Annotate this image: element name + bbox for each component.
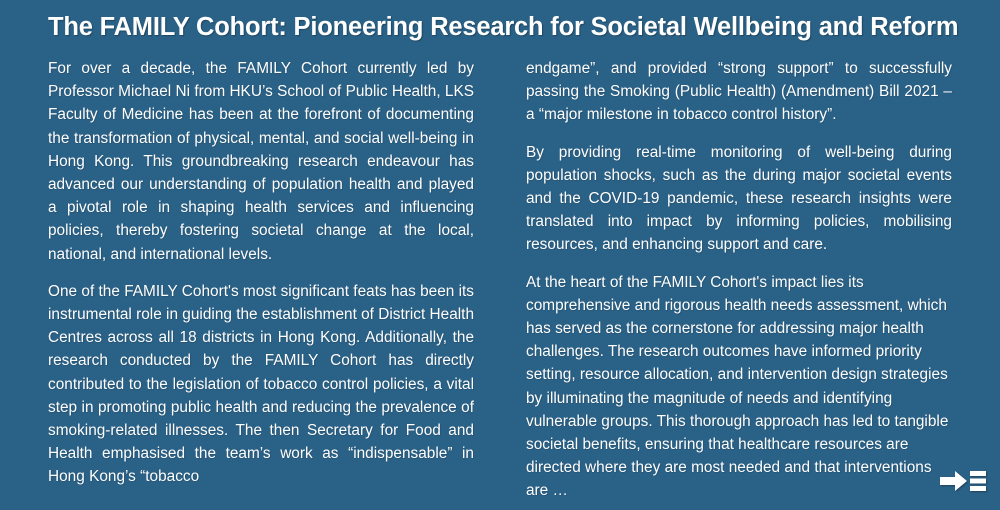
paragraph: At the heart of the FAMILY Cohort's impact lies its comprehensive and rigorous health needs assessment, which has served as the cornerstone for addressing major health challenges. The research outcomes have informed priority setting, resource allocation, and intervention design strategies by illuminating the magnitude of needs and identifying vulnerable groups. This thorough approach has led to tangible societal benefits, ensuring that healthcare resources are directed where they are most needed and that interventions are … [526,273,949,500]
right-text-column [526,57,952,500]
page-title: The FAMILY Cohort: Pioneering Research for Societal Wellbeing and Reform [48,13,959,41]
left-text-column [48,57,474,497]
paragraph: By providing real-time monitoring of well-being during population shocks, such as the during major societal events and the COVID-19 pandemic, these research insights were translated into impact by informing policies, mobilising resources, and enhancing support and care. [526,143,952,254]
paragraph: endgame”, and provided “strong support” to successfully passing the Smoking (Public Health) (Amendment) Bill 2021 – a “major milestone in tobacco control history”. [526,60,952,124]
paragraph: One of the FAMILY Cohort's most significant feats has been its instrumental role in guiding the establishment of District Health Centres across all 18 districts in Hong Kong. Additionally, the research conducted by the FAMILY Cohort has directly contributed to the legislation of tobacco control policies, a vital step in promoting public health and reducing the prevalence of smoking-related illnesses. The then Secretary for Food and Health emphasised the team’s work as “indispensable” in Hong Kong’s “tobacco [48,282,475,486]
paragraph: For over a decade, the FAMILY Cohort currently led by Professor Michael Ni from HKU’s School of Public Health, LKS Faculty of Medicine has been at the forefront of documenting the transformation of physical, mental, and social well-being in Hong Kong. This groundbreaking research endeavour has advanced our understanding of population health and played a pivotal role in shaping health services and influencing policies, thereby fostering societal change at the local, national, and international levels. [48,60,474,263]
two-column-body [48,57,952,500]
arrow-into-lines-read-more-icon[interactable] [940,466,986,496]
